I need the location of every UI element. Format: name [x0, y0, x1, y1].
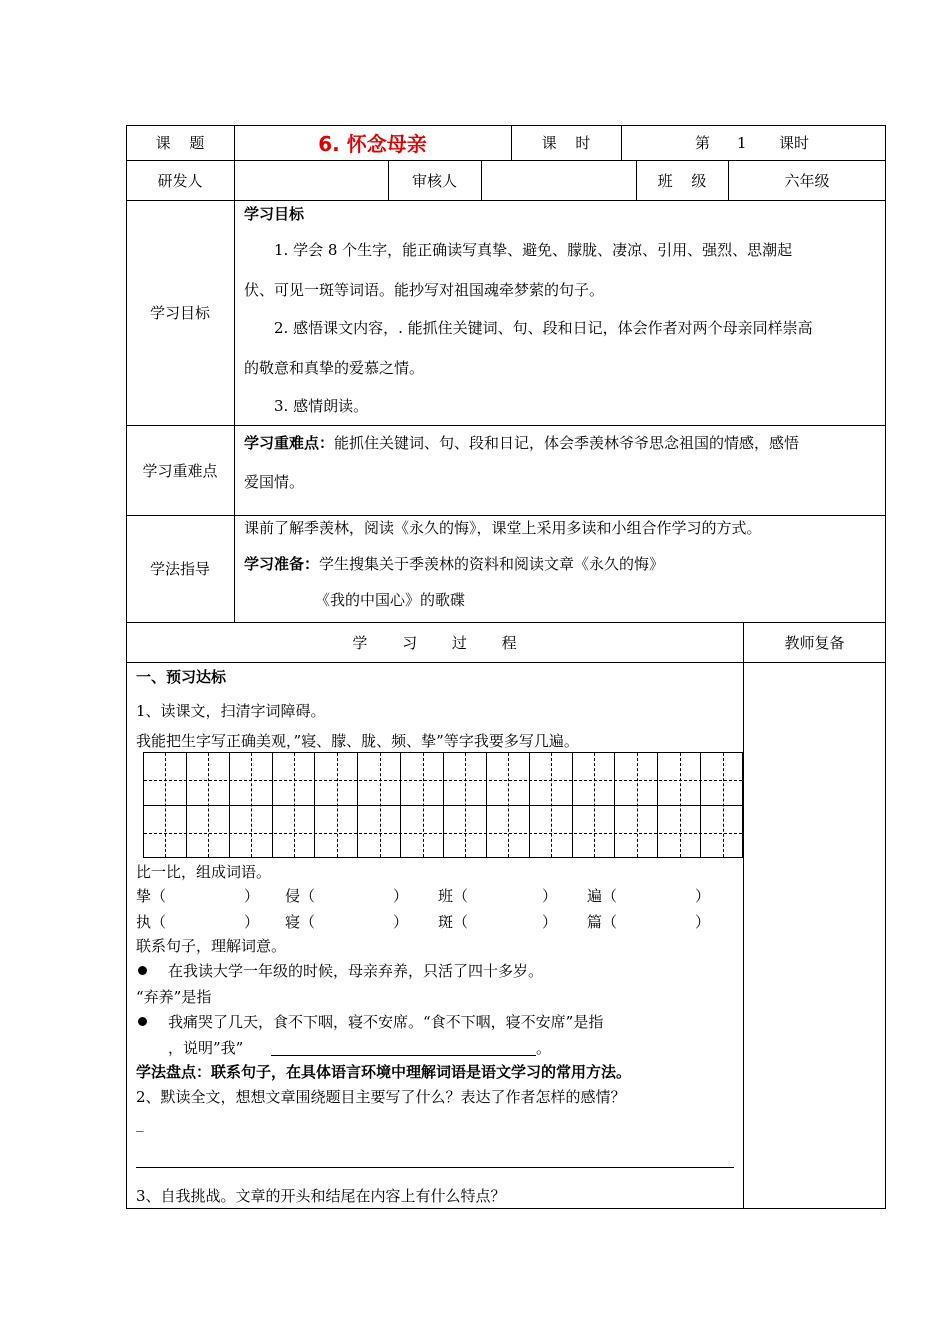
keypoints-heading: 学习重难点：	[244, 434, 335, 452]
question-2: 2、默读全文，想想文章围绕题目主要写了什么？表达了作者怎样的感情？	[136, 1088, 626, 1106]
pair-close[interactable]: ）	[542, 913, 558, 931]
row-line-3	[126, 425, 886, 426]
bullet-2-line2-a: ，说明”我”	[168, 1039, 244, 1057]
topic-label: 课 题	[155, 134, 205, 152]
question-1-write: 我能把生字写正确美观，”寝、朦、胧、频、挚”等字我要多写几遍。	[136, 732, 579, 750]
pair-close[interactable]: ）	[695, 887, 711, 905]
period-suffix: 课时	[779, 134, 810, 152]
prep-text: 学生搜集关于季羡林的资料和阅读文章《永久的悔》	[319, 555, 665, 573]
pair-close[interactable]: ）	[244, 887, 260, 905]
keypoints-line1	[244, 433, 799, 453]
objective-2-line1: 2. 感悟课文内容，. 能抓住关键词、句、段和日记，体会作者对两个母亲同样崇高	[274, 319, 813, 337]
question-1: 1、读课文，扫清字词障碍。	[136, 702, 326, 720]
reviewer-value	[481, 160, 636, 200]
answer-blank[interactable]	[271, 1055, 536, 1056]
tip-heading: 学法盘点：	[136, 1063, 212, 1081]
prep-heading: 学习准备：	[244, 555, 320, 573]
answer-line[interactable]	[136, 1167, 734, 1168]
bullet-1-question: “弃养”是指	[136, 988, 212, 1006]
method-line1: 课前了解季羡林，阅读《永久的悔》，课堂上采用多读和小组合作学习的方式。	[244, 519, 762, 537]
col-line	[234, 425, 235, 622]
period-label: 课 时	[541, 134, 591, 152]
pair-close[interactable]: ）	[393, 913, 409, 931]
grid-guide-line	[723, 753, 724, 857]
pair-open: 篇（	[587, 913, 618, 931]
bullet-2-line2-b: 。	[536, 1039, 552, 1057]
objectives-label: 学习目标	[149, 304, 210, 322]
grid-guide-line	[208, 753, 209, 857]
objectives-heading: 学习目标	[244, 205, 305, 223]
period-value	[621, 125, 886, 160]
grid-guide-line	[508, 753, 509, 857]
section-1-heading: 一、预习达标	[136, 668, 227, 686]
tip-text: 联系句子，在具体语言环境中理解词语是语文学习的常用方法。	[211, 1063, 632, 1081]
keypoints-line2: 爱国情。	[244, 473, 305, 491]
grade-value: 六年级	[784, 171, 830, 190]
grid-guide-line	[637, 753, 638, 857]
pair-open: 斑（	[438, 913, 469, 931]
grid-guide-line	[465, 753, 466, 857]
keypoints-text: 能抓住关键词、句、段和日记，体会季羡林爷爷思念祖国的情感，感悟	[334, 434, 800, 452]
grid-guide-line	[594, 753, 595, 857]
pair-close[interactable]: ）	[542, 887, 558, 905]
pair-open: 班（	[438, 887, 469, 905]
objective-1-line2: 伏、可见一斑等词语。能抄写对祖国魂牵梦萦的句子。	[244, 281, 605, 299]
pair-close[interactable]: ）	[393, 887, 409, 905]
grid-guide-line	[144, 833, 742, 834]
bullet-icon	[138, 1017, 147, 1026]
question-2-mark: _	[136, 1114, 144, 1132]
grid-guide-line	[337, 753, 338, 857]
grid-guide-line	[680, 753, 681, 857]
col-line	[743, 622, 744, 1209]
grid-guide-line	[423, 753, 424, 857]
bullet-2-line1: 我痛哭了几天，食不下咽，寝不安席。“食不下咽，寝不安席”是指	[168, 1013, 604, 1031]
grid-guide-line	[144, 780, 742, 781]
method-line3: 《我的中国心》的歌碟	[315, 591, 466, 609]
pair-open: 寝（	[285, 913, 316, 931]
reviewer-label: 审核人	[411, 171, 457, 190]
bullet-1-text: 在我读大学一年级的时候，母亲弃养，只活了四十多岁。	[168, 962, 544, 980]
grid-guide-line	[165, 753, 166, 857]
objective-2-line2: 的敬意和真挚的爱慕之情。	[244, 359, 425, 377]
objective-1-line1: 1. 学会 8 个生字，能正确读写真挚、避免、朦胧、凄凉、引用、强烈、思潮起	[274, 241, 793, 259]
method-tip	[136, 1062, 631, 1082]
compare-instruction: 比一比，组成词语。	[136, 863, 272, 881]
pair-open: 侵（	[285, 887, 316, 905]
pair-open: 挚（	[136, 887, 167, 905]
developer-value	[234, 160, 388, 200]
grid-guide-line	[294, 753, 295, 857]
period-prefix: 第	[695, 134, 711, 152]
method-prep	[244, 554, 664, 574]
grid-guide-line	[251, 753, 252, 857]
class-label: 班 级	[657, 171, 707, 190]
context-instruction: 联系句子，理解词意。	[136, 937, 287, 955]
process-header: 学 习 过 程	[352, 633, 517, 652]
row-line-6	[126, 662, 886, 663]
grid-row-line	[144, 805, 742, 806]
teacher-header: 教师复备	[784, 633, 845, 652]
row-line-4	[126, 515, 886, 516]
keypoints-label: 学习重难点	[142, 461, 218, 480]
grid-guide-line	[380, 753, 381, 857]
pair-open: 遍（	[587, 887, 618, 905]
pair-close[interactable]: ）	[695, 913, 711, 931]
question-3: 3、自我挑战。文章的开头和结尾在内容上有什么特点？	[136, 1187, 506, 1205]
bullet-icon	[138, 966, 147, 975]
period-number: 1	[737, 134, 747, 152]
grid-guide-line	[551, 753, 552, 857]
method-label: 学法指导	[149, 560, 210, 578]
row-line-2	[126, 200, 886, 201]
pair-close[interactable]: ）	[244, 913, 260, 931]
developer-label: 研发人	[157, 171, 203, 190]
lesson-title: 6. 怀念母亲	[318, 132, 427, 156]
character-writing-grid[interactable]	[143, 752, 743, 858]
objective-3: 3. 感情朗读。	[274, 397, 369, 415]
pair-open: 执（	[136, 913, 167, 931]
